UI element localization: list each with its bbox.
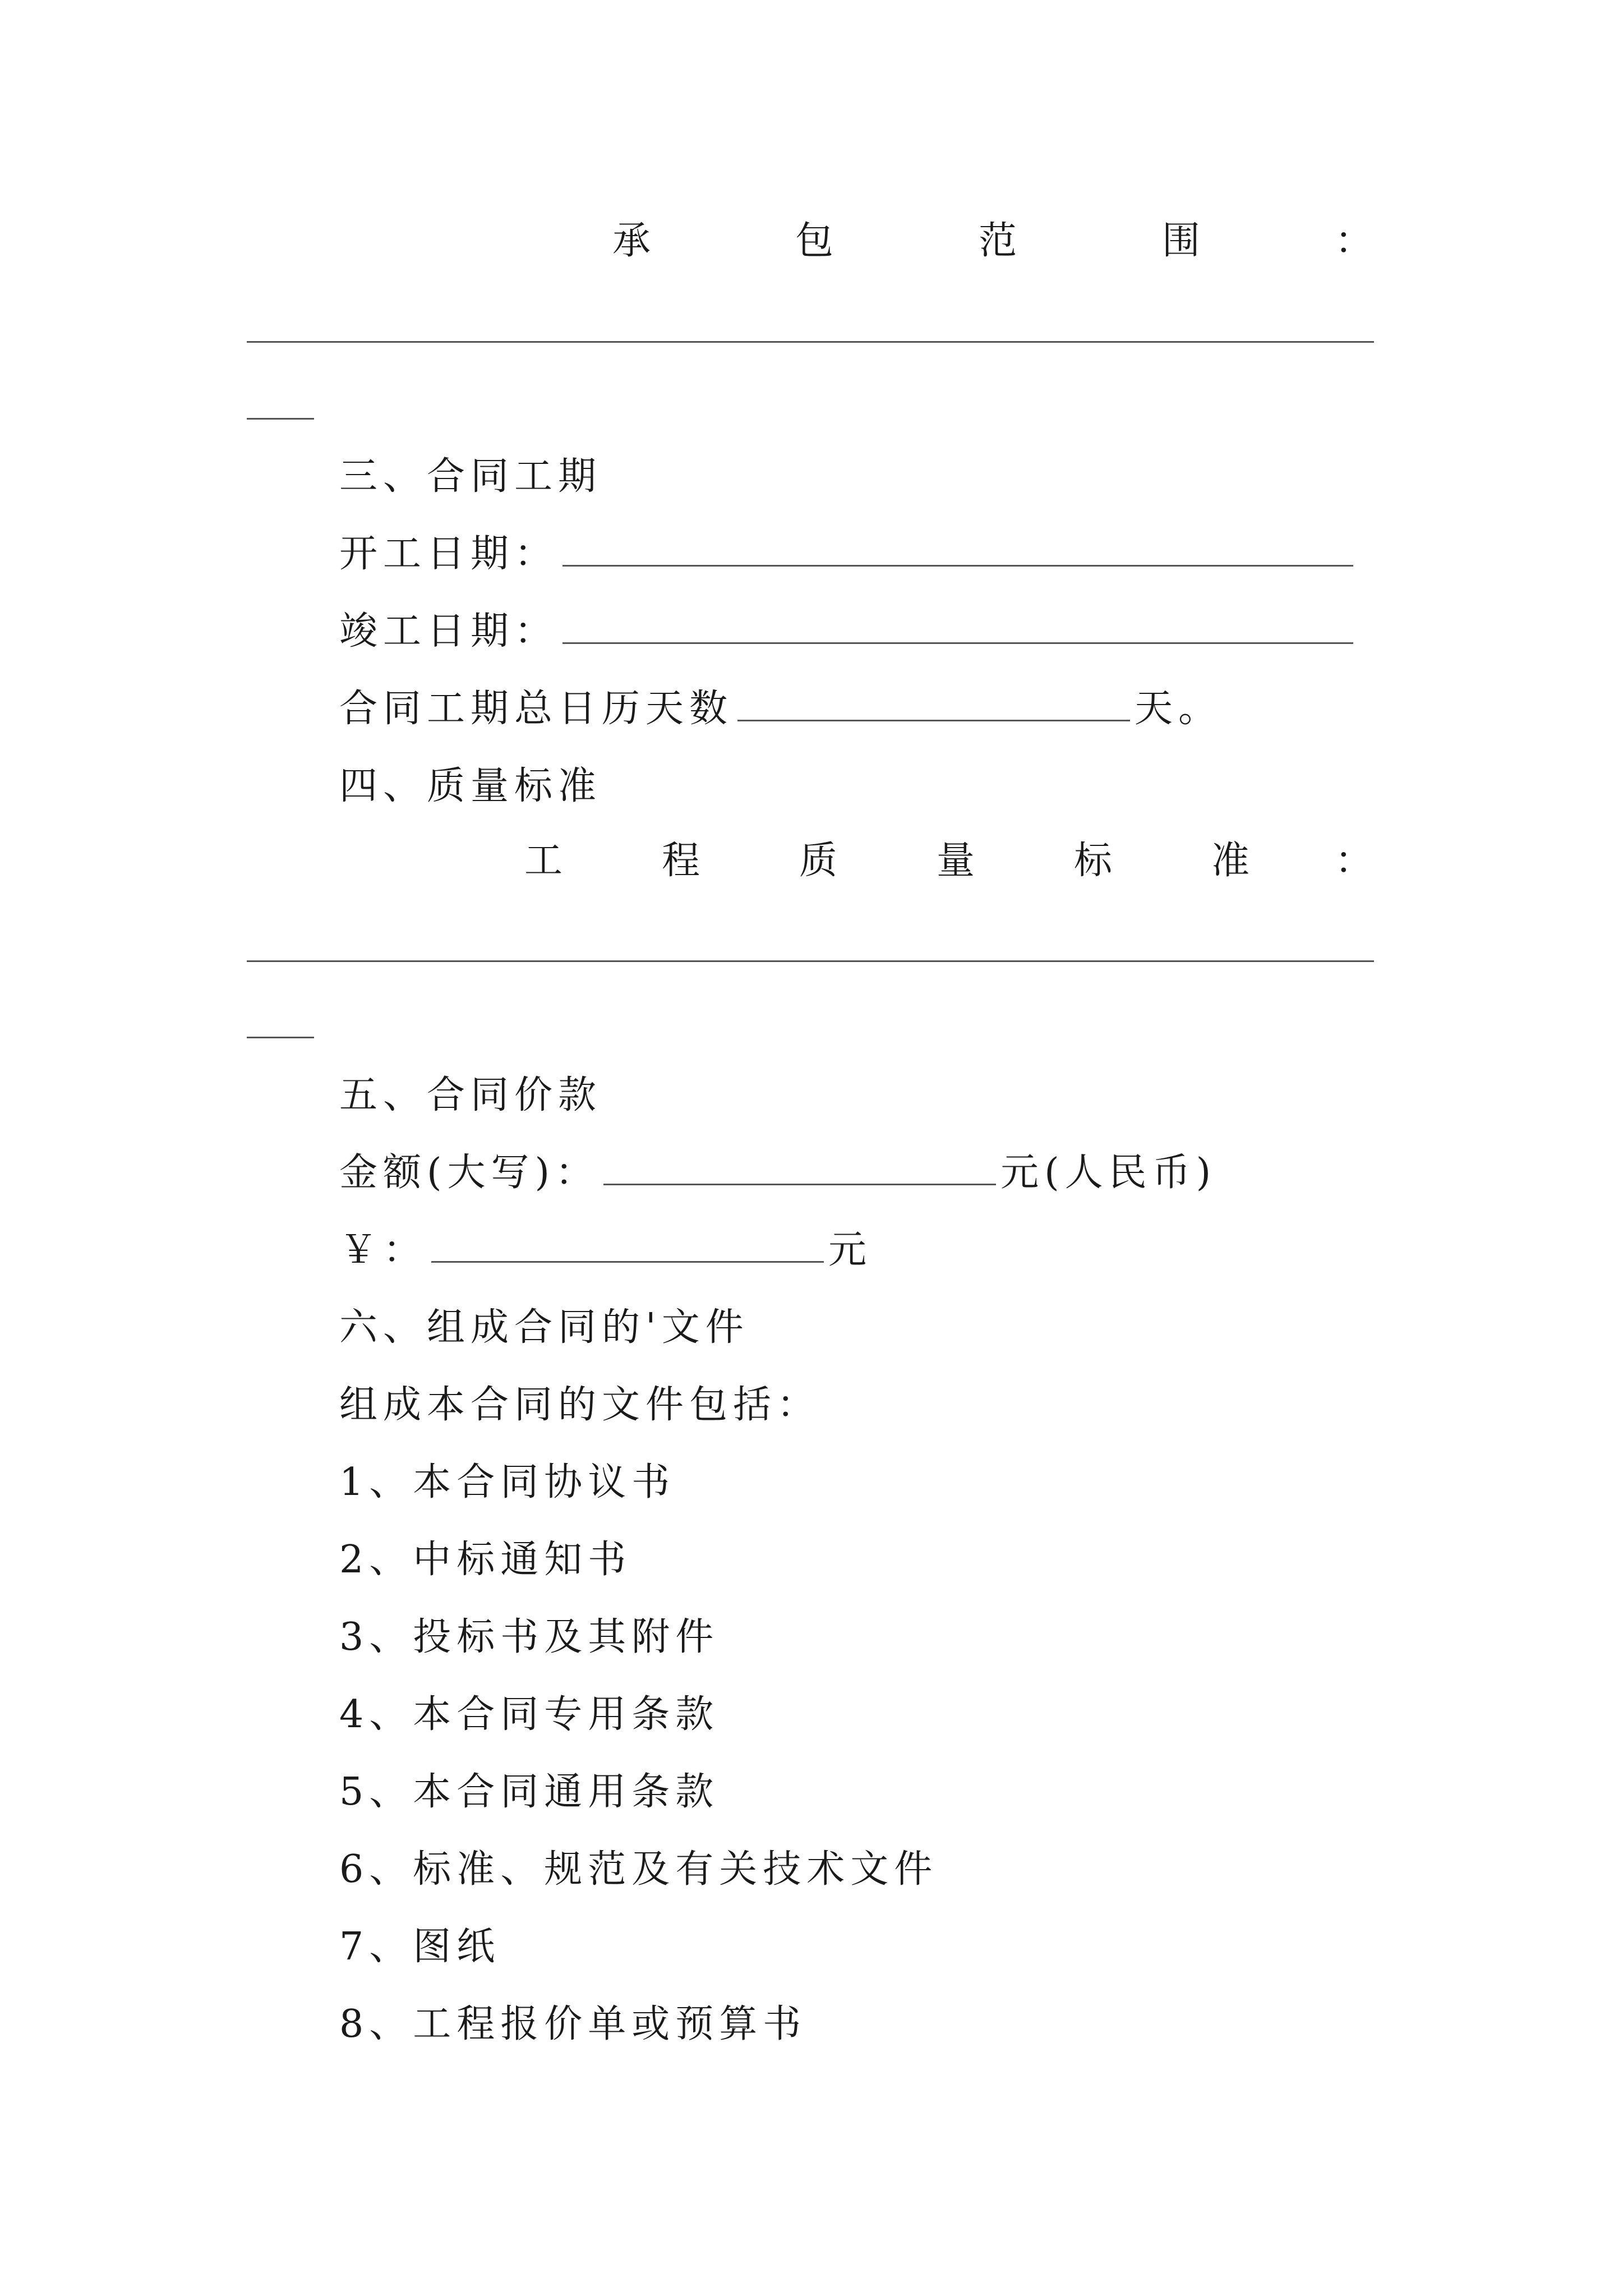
- quality-char: 准: [1211, 839, 1250, 883]
- quality-char: 质: [799, 839, 838, 883]
- yen-field[interactable]: [431, 1226, 824, 1263]
- amount-suffix: 元(人民币): [1000, 1151, 1217, 1195]
- scope-label: [0, 216, 1623, 266]
- quality-heading: 四、质量标准: [339, 764, 602, 808]
- price-heading: 五、合同价款: [339, 1073, 602, 1117]
- amount-label: 金额(大写)：: [339, 1151, 600, 1195]
- list-item: 7、图纸: [339, 1925, 501, 1969]
- scope-fill-line[interactable]: [247, 341, 1374, 343]
- end-date-label: 竣工日期：: [339, 609, 559, 654]
- total-days-label: 合同工期总日历天数: [339, 687, 734, 731]
- scope-char: 围: [1162, 219, 1201, 263]
- quality-char: 量: [937, 839, 975, 883]
- end-date-field[interactable]: [562, 608, 1353, 644]
- total-days-row: [339, 684, 1222, 734]
- quality-char: 程: [662, 839, 700, 883]
- amount-row: [339, 1148, 1216, 1198]
- list-item: 1、本合同协议书: [339, 1460, 676, 1504]
- yen-suffix: 元: [828, 1228, 873, 1272]
- quality-char: 工: [524, 839, 563, 883]
- quality-label: [0, 836, 1623, 886]
- scope-fill-line-tail[interactable]: [247, 418, 314, 420]
- total-days-field[interactable]: [737, 685, 1130, 721]
- documents-heading: 六、组成合同的'文件: [339, 1305, 749, 1350]
- yen-row: [339, 1225, 872, 1276]
- quality-char: 标: [1074, 839, 1113, 883]
- start-date-field[interactable]: [562, 530, 1353, 567]
- scope-char: ：: [1335, 219, 1373, 263]
- quality-fill-line-tail[interactable]: [247, 1037, 314, 1038]
- total-days-suffix: 天。: [1135, 687, 1223, 731]
- list-item: 4、本合同专用条款: [339, 1692, 720, 1737]
- scope-char: 承: [612, 219, 651, 263]
- yen-label: ￥：: [339, 1228, 427, 1272]
- amount-field[interactable]: [603, 1149, 996, 1185]
- list-item: 2、中标通知书: [339, 1538, 632, 1582]
- list-item: 8、工程报价单或预算书: [339, 2002, 807, 2046]
- list-item: 6、标准、规范及有关技术文件: [339, 1847, 938, 1892]
- start-date-row: [339, 529, 1358, 579]
- quality-char: ：: [1335, 839, 1373, 883]
- scope-char: 包: [795, 219, 834, 263]
- list-item: 3、投标书及其附件: [339, 1615, 720, 1659]
- documents-intro: 组成本合同的文件包括：: [339, 1383, 821, 1427]
- start-date-label: 开工日期：: [339, 532, 559, 576]
- scope-char: 范: [979, 219, 1017, 263]
- period-heading: 三、合同工期: [339, 454, 602, 499]
- quality-fill-line[interactable]: [247, 960, 1374, 962]
- end-date-row: [339, 606, 1358, 657]
- list-item: 5、本合同通用条款: [339, 1770, 720, 1814]
